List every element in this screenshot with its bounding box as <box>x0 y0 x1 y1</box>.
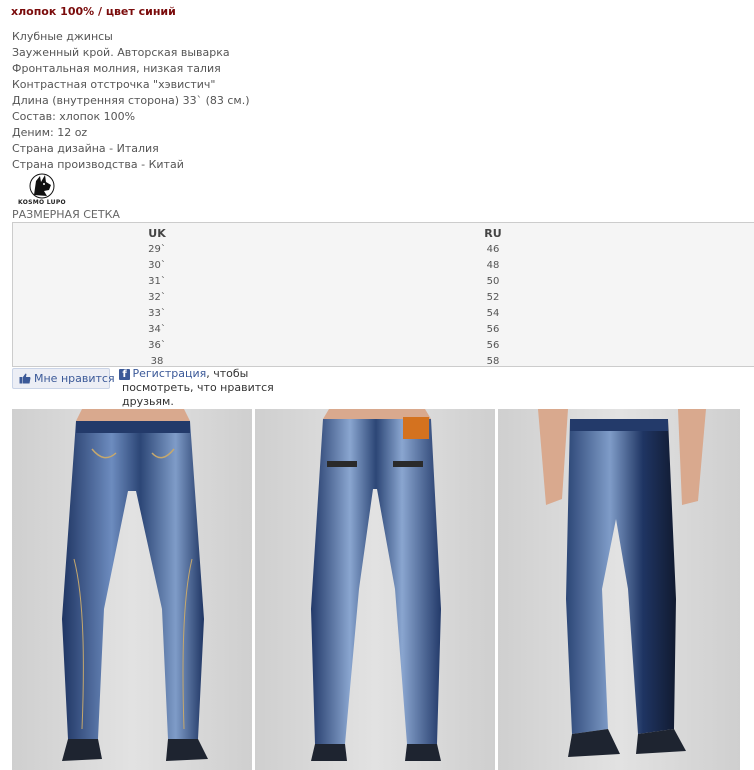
description-line: Фронтальная молния, низкая талия <box>12 62 221 75</box>
size-chart-table <box>12 222 754 367</box>
product-description <box>12 29 249 173</box>
register-link[interactable]: Регистрация <box>132 367 207 380</box>
thumbs-up-icon <box>19 373 31 384</box>
size-cell: 48 <box>486 260 500 271</box>
size-cell: 31` <box>148 276 166 287</box>
size-cell: 36` <box>148 340 166 351</box>
register-text-part: друзьям. <box>122 395 174 408</box>
description-line: Страна производства - Китай <box>12 158 184 171</box>
description-line: Длина (внутренняя сторона) 33` (83 см.) <box>12 94 250 107</box>
register-text-part: посмотреть, что нравится <box>122 381 274 394</box>
facebook-register-text <box>122 367 282 409</box>
size-cell: 54 <box>486 308 500 319</box>
description-line: Состав: хлопок 100% <box>12 110 136 123</box>
column-header-ru: RU <box>484 227 502 240</box>
product-photo-back[interactable] <box>255 409 495 770</box>
size-cell: 33` <box>148 308 166 319</box>
register-text-part: , чтобы <box>206 367 249 380</box>
size-cell: 30` <box>148 260 166 271</box>
facebook-like-button[interactable] <box>12 368 115 389</box>
wolf-head-icon <box>14 171 70 201</box>
size-column-ru <box>473 226 513 370</box>
product-photo-front[interactable] <box>12 409 252 770</box>
product-headline: хлопок 100% / цвет синий <box>11 5 176 18</box>
size-cell: 56 <box>486 324 500 335</box>
description-line: Клубные джинсы <box>12 30 113 43</box>
size-cell: 56 <box>486 340 500 351</box>
size-cell: 58 <box>486 356 500 367</box>
product-photo-side[interactable] <box>498 409 740 770</box>
size-cell: 46 <box>486 244 500 255</box>
description-line: Зауженный крой. Авторская выварка <box>12 46 230 59</box>
size-column-uk <box>137 226 177 370</box>
facebook-icon: f <box>119 369 130 380</box>
description-line: Страна дизайна - Италия <box>12 142 159 155</box>
size-cell: 50 <box>486 276 500 287</box>
size-cell: 29` <box>148 244 166 255</box>
brand-logo <box>14 171 70 209</box>
description-line: Контрастная отстрочка "хэвистич" <box>12 78 216 91</box>
size-cell: 34` <box>148 324 166 335</box>
size-cell: 52 <box>486 292 500 303</box>
description-line: Деним: 12 oz <box>12 126 88 139</box>
like-button-label: Мне нравится <box>34 372 115 385</box>
brand-logo-text: KOSMO LUPO <box>18 199 66 206</box>
size-cell: 32` <box>148 292 166 303</box>
size-cell: 38 <box>150 356 164 367</box>
size-chart-title: РАЗМЕРНАЯ СЕТКА <box>12 208 120 221</box>
column-header-uk: UK <box>148 227 166 240</box>
